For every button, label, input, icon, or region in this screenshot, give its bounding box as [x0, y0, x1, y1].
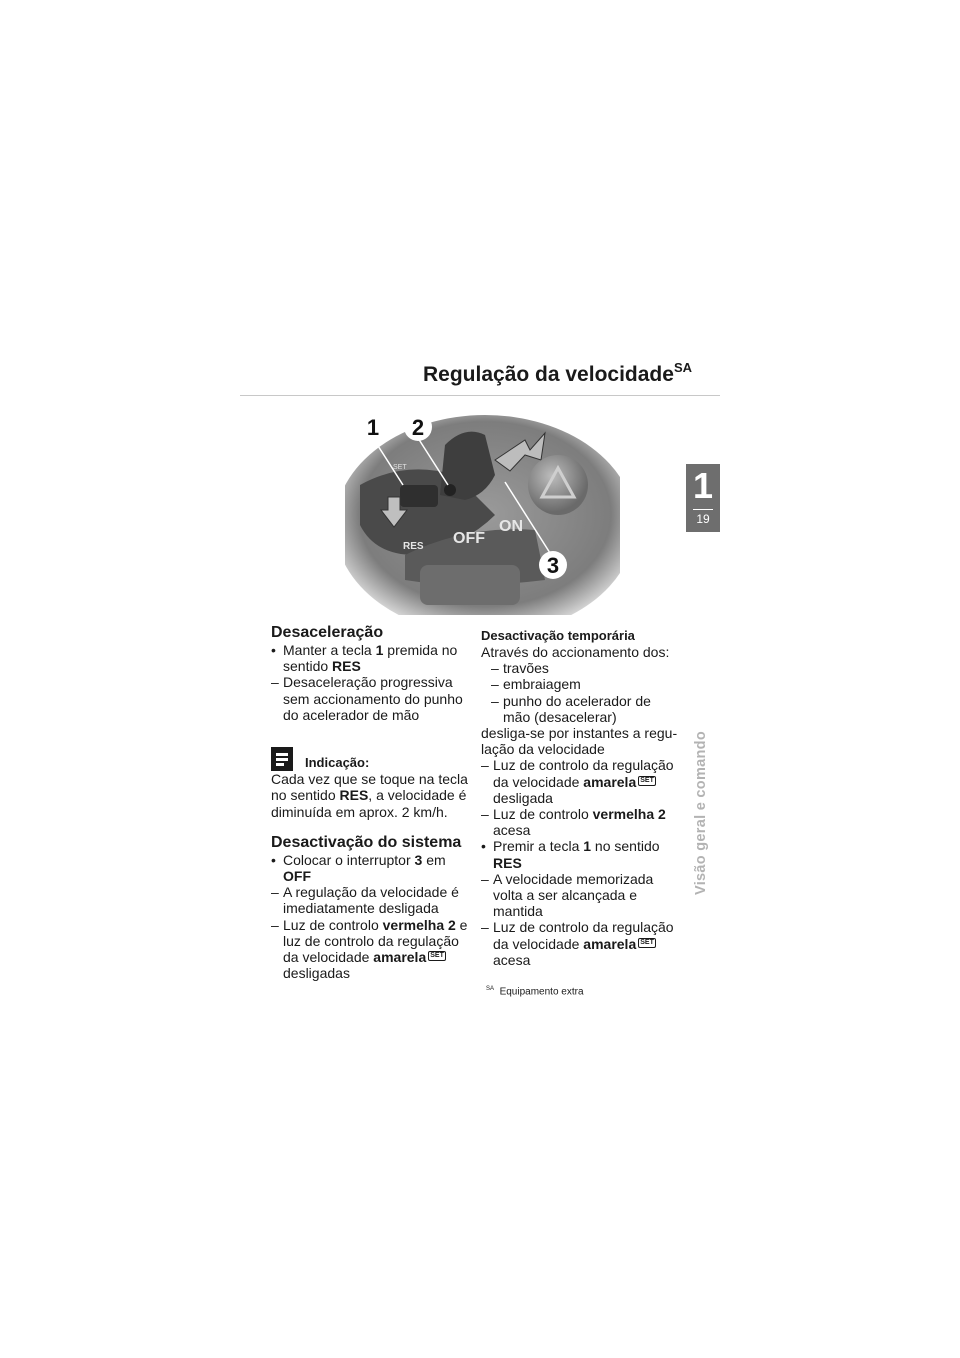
on-marking: ON: [499, 518, 523, 535]
chapter-tab-divider: [693, 509, 713, 510]
page-title: Regulação da velocidade$^{SA}$: [423, 360, 692, 386]
title-divider: [240, 395, 720, 396]
chapter-number: 1: [692, 465, 714, 506]
note-heading-row: [271, 747, 471, 771]
set-indicator-icon: SET: [640, 938, 654, 946]
note-hand-icon: [271, 747, 293, 771]
left-column: [271, 624, 471, 981]
heading-desactivacao-sistema: Desactivação do sistema: [271, 833, 462, 851]
heading-desactivacao-temporaria: Desactivação temporária: [481, 628, 635, 643]
title-superscript: SA: [673, 360, 692, 375]
res-marking: RES: [403, 541, 424, 552]
callout-2: 2: [411, 415, 425, 440]
set-indicator-icon: SET: [430, 952, 444, 960]
list-item: • Colocar o interruptor 3 em OFF: [271, 851, 446, 885]
set-marking: SET: [393, 464, 407, 471]
after-text: desliga-se por instantes a regu-lação da velocidade: [481, 725, 678, 758]
list-item: – Luz de controlo da regulação da velocidade amarela SET acesa: [481, 919, 674, 968]
heading-desaceleracao: Desaceleração: [271, 624, 384, 641]
list-item: – Luz de controlo vermelha 2 e luz de controlo da regulação da velocidade amarela SET desligadas: [271, 916, 468, 982]
footnote: $^{SA}$ Equipamento extra: [486, 986, 584, 998]
set-indicator-icon: SET: [640, 776, 654, 784]
callout-3: 3: [546, 553, 560, 578]
off-marking: OFF: [453, 530, 485, 547]
list-item: – punho do acelerador de mão (desacelerar): [491, 692, 651, 725]
note-heading: Indicação:: [305, 755, 370, 771]
right-column: [481, 628, 681, 968]
intro-text: Através do accionamento dos:: [481, 644, 670, 660]
side-section-label: Visão geral e comando: [693, 731, 709, 895]
list-item: – Desaceleração progressiva sem accionamento do punho do acelerador de mão: [271, 674, 463, 723]
list-item: – embraiagem: [491, 676, 581, 693]
list-item: • Premir a tecla 1 no sentido RES: [481, 838, 660, 871]
page-number: 19: [696, 512, 710, 526]
cruise-control-switch-illustration: [345, 405, 620, 615]
list-item: – A regulação da velocidade é imediatamente desligada: [271, 884, 459, 917]
callout-1: 1: [366, 415, 380, 440]
chapter-tab: [686, 464, 720, 532]
list-item: – travões: [491, 660, 549, 677]
list-item: – Luz de controlo da regulação da velocidade amarela SET desligada: [481, 757, 674, 806]
list-item: – A velocidade memorizada volta a ser alcançada e mantida: [481, 870, 654, 920]
list-item: – Luz de controlo vermelha 2 acesa: [481, 806, 666, 839]
note-text: Cada vez que se toque na tecla no sentido RES, a velocidade é diminuída em aprox. 2 km/h.: [271, 771, 468, 820]
list-item: • Manter a tecla 1 premida no sentido RES: [271, 642, 458, 675]
